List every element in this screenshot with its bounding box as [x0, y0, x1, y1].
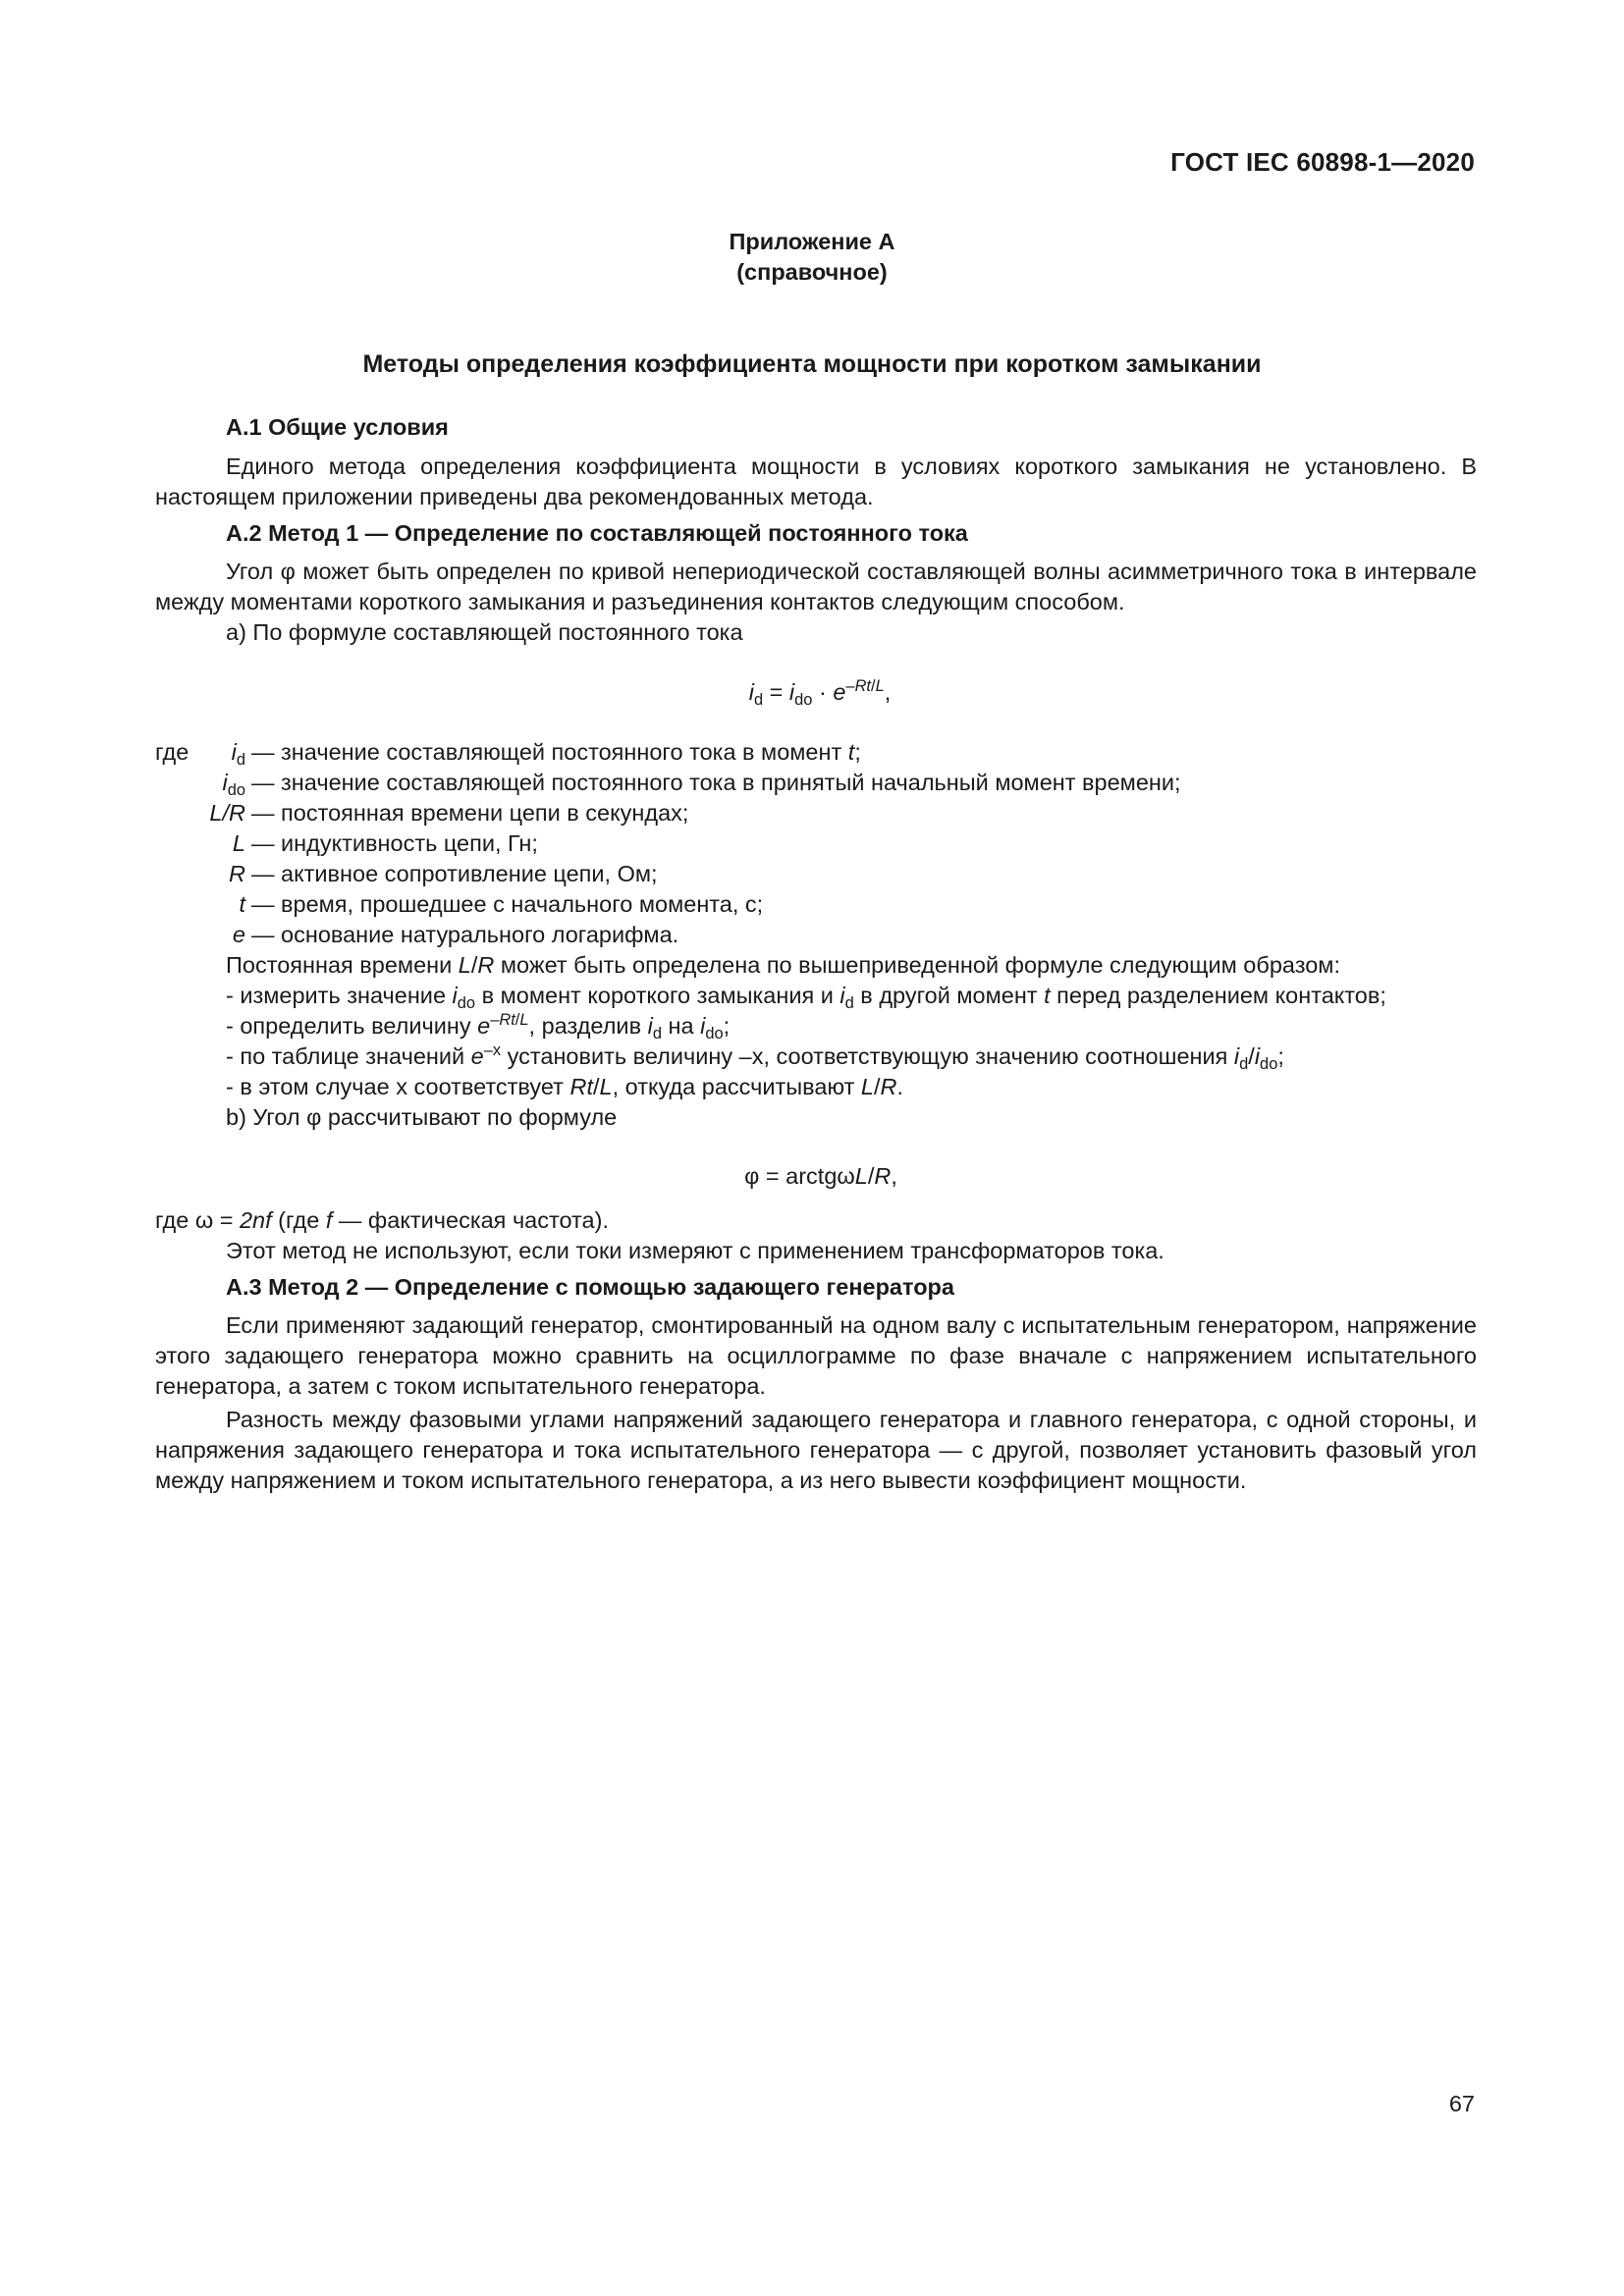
annex-title: Приложение A — [729, 229, 895, 254]
step-result: - в этом случае x соответствует Rt/L, откуда рассчитывают L/R. — [226, 1074, 903, 1099]
annex-body — [155, 412, 1477, 1496]
definition-row — [155, 859, 1477, 889]
section-a3-heading: А.3 Метод 2 — Определение с помощью задающего генератора — [226, 1274, 954, 1300]
definition-text: — активное сопротивление цепи, Ом; — [251, 861, 658, 886]
definition-text: — значение составляющей постоянного тока в принятый начальный момент времени; — [251, 770, 1181, 795]
section-a1-paragraph: Единого метода определения коэффициента мощности в условиях короткого замыкания не установлено. В настоящем приложении приведены два рекомендованных метода. — [155, 454, 1477, 509]
item-a: a) По формуле составляющей постоянного тока — [226, 619, 743, 645]
definition-symbol: e — [232, 922, 245, 947]
definition-symbol: R — [229, 861, 245, 886]
definition-symbol: L/R — [209, 800, 245, 826]
definition-symbol: $i_{do}$ — [222, 770, 245, 799]
page-number: 67 — [1448, 2091, 1475, 2116]
definition-text: — индуктивность цепи, Гн; — [251, 830, 538, 856]
definition-symbol: t — [239, 891, 245, 917]
section-a2-paragraph: Угол φ может быть определен по кривой непериодической составляющей волны асимметричного тока в интервале между моментами короткого замыкания и разъединения контактов следующим способом. — [155, 559, 1477, 614]
formula-dc-component: $i_d = i_{do} \cdot e^{-Rt/L}$, — [748, 677, 892, 709]
section-a3-paragraph-2: Разность между фазовыми углами напряжений задающего генератора и главного генератора, с одной стороны, и напряжения задающего генератора и тока испытательного генератора — с другой, позволяет установить фазовый угол между напряжением и током испытательного генератора, а из него вывести коэффициент мощности. — [155, 1407, 1477, 1493]
step-measure: - измерить значение $i_{do}$ в момент короткого замыкания и $i_d$ в другой момент t перед разделением контактов; — [226, 983, 1386, 1012]
section-a1-heading: А.1 Общие условия — [226, 414, 449, 440]
definition-symbol: $i_d$ — [231, 739, 245, 769]
definition-row — [155, 798, 1477, 828]
definition-text: — постоянная времени цепи в секундах; — [251, 800, 689, 826]
definition-text: — время, прошедшее с начального момента, с; — [251, 891, 764, 917]
definition-row — [155, 828, 1477, 859]
section-a3-paragraph-1: Если применяют задающий генератор, смонтированный на одном валу с испытательным генератором, напряжение этого задающего генератора можно сравнить на осциллограмме по фазе вначале с напряжением испытательного генератора, а затем с током испытательного генератора. — [155, 1312, 1477, 1399]
item-b: b) Угол φ рассчитывают по формуле — [226, 1104, 618, 1130]
time-constant-intro: Постоянная времени L/R может быть определена по вышеприведенной формуле следующим образом: — [226, 952, 1340, 978]
definitions-list — [155, 737, 1477, 950]
definition-row — [155, 737, 1477, 768]
standard-code: ГОСТ IEC 60898-1—2020 — [1170, 147, 1475, 177]
method-note: Этот метод не используют, если токи измеряют с применением трансформаторов тока. — [226, 1238, 1164, 1263]
definition-row — [155, 889, 1477, 920]
omega-definition: где ω = 2nf (где f — фактическая частота). — [155, 1207, 609, 1233]
step-table: - по таблице значений $e^{-x}$ установить величину –x, соответствующую значению соотношения $i_d/i_{do}$; — [226, 1041, 1284, 1073]
annex-note: (справочное) — [736, 259, 888, 285]
formula-phase-angle: φ = arctgωL/R, — [744, 1163, 897, 1189]
definition-row — [155, 920, 1477, 950]
where-label: где — [155, 739, 189, 765]
definition-symbol: L — [232, 830, 245, 856]
definition-text: — значение составляющей постоянного тока в момент t; — [251, 739, 861, 765]
definition-text: — основание натурального логарифма. — [251, 922, 679, 947]
step-determine: - определить величину $e^{-Rt/L}$, разделив $i_d$ на $i_{do}$; — [226, 1011, 731, 1042]
section-a2-heading: А.2 Метод 1 — Определение по составляющей постоянного тока — [226, 520, 968, 546]
definition-row — [155, 768, 1477, 798]
annex-heading: Методы определения коэффициента мощности при коротком замыкании — [362, 350, 1262, 378]
